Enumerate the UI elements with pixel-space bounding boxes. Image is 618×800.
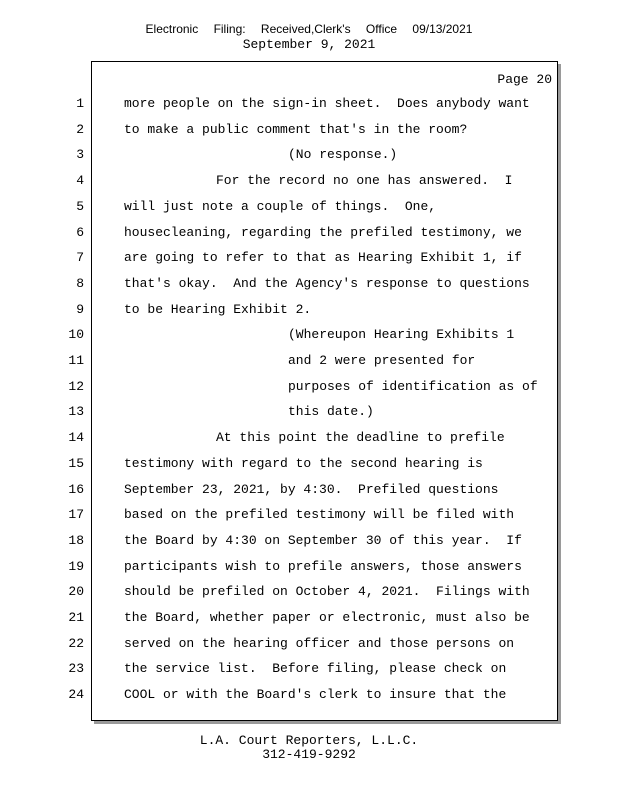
line-text: to make a public comment that's in the room? [124,121,468,137]
line-number: 5 [76,198,84,214]
efiling-stamp [0,22,618,36]
line-number: 2 [76,121,84,137]
line-text: based on the prefiled testimony will be filed with [124,507,515,523]
stamp-word: Office [365,22,398,36]
line-number: 24 [68,687,84,703]
line-number: 20 [68,584,84,600]
line-text: the service list. Before filing, please check on [124,661,507,677]
line-text: participants wish to prefile answers, those answers [124,558,522,574]
transcript-line [0,347,618,373]
line-text: should be prefiled on October 4, 2021. Filings with [124,584,530,600]
transcript-line [0,244,618,270]
line-number: 12 [68,378,84,394]
line-number: 15 [68,455,84,471]
line-text: September 23, 2021, by 4:30. Prefiled questions [124,481,499,497]
line-number: 14 [68,430,84,446]
line-number: 3 [76,147,84,163]
line-text: are going to refer to that as Hearing Exhibit 1, if [124,250,522,266]
line-number: 1 [76,96,84,111]
transcript-line [0,655,618,681]
line-number: 7 [76,250,84,266]
line-text: housecleaning, regarding the prefiled testimony, we [124,224,522,240]
line-text: this date.) [288,404,374,420]
line-text: to be Hearing Exhibit 2. [124,301,312,317]
transcript-line [0,424,618,450]
transcript-line [0,476,618,502]
line-number: 13 [68,404,84,420]
reporter-company: L.A. Court Reporters, L.L.C. [199,733,419,748]
transcript-line [0,219,618,245]
reporter-footer [0,734,618,762]
line-text: the Board by 4:30 on September 30 of this year. If [124,532,522,548]
line-number: 4 [76,173,84,189]
line-text: (No response.) [288,147,398,163]
transcript-line [0,141,618,167]
reporter-phone: 312-419-9292 [262,747,356,762]
transcript-line [0,681,618,707]
transcript-line [0,450,618,476]
line-text: At this point the deadline to prefile [216,430,505,446]
transcript-line [0,398,618,424]
line-number: 18 [68,532,84,548]
transcript-line [0,630,618,656]
transcript-line [0,90,618,116]
stamp-word: Received,Clerk's [260,22,351,36]
line-text: COOL or with the Board's clerk to insure that the [124,687,507,703]
stamp-word: 09/13/2021 [412,22,473,36]
line-number: 11 [68,353,84,368]
line-number: 6 [76,224,84,240]
line-text: purposes of identification as of [288,378,538,394]
transcript-line [0,296,618,322]
line-text: the Board, whether paper or electronic, must also be [124,610,530,625]
hearing-date: September 9, 2021 [242,37,376,52]
transcript-line [0,501,618,527]
line-text: For the record no one has answered. I [216,173,513,189]
transcript-line [0,116,618,142]
line-number: 22 [68,635,84,651]
line-text: will just note a couple of things. One, [124,198,437,214]
line-number: 8 [76,275,84,291]
stamp-word: Electronic [145,22,199,36]
transcript-line [0,193,618,219]
transcript-line [0,604,618,630]
transcript-line [0,167,618,193]
line-number: 21 [68,610,84,625]
transcript-line [0,321,618,347]
line-number: 17 [68,507,84,523]
page-number: Page 20 [497,72,552,87]
line-number: 23 [68,661,84,677]
transcript-line [0,527,618,553]
stamp-word: Filing: [213,22,246,36]
line-number: 10 [68,327,84,343]
line-text: and 2 were presented for [288,353,476,368]
line-text: testimony with regard to the second hearing is [124,455,483,471]
line-text: (Whereupon Hearing Exhibits 1 [288,327,515,343]
line-number: 16 [68,481,84,497]
transcript-line [0,373,618,399]
line-number: 9 [76,301,84,317]
line-text: more people on the sign-in sheet. Does anybody want [124,96,530,111]
line-number: 19 [68,558,84,574]
transcript-line [0,578,618,604]
line-text: that's okay. And the Agency's response to questions [124,275,530,291]
transcript-line [0,553,618,579]
transcript-line [0,270,618,296]
line-text: served on the hearing officer and those persons on [124,635,515,651]
